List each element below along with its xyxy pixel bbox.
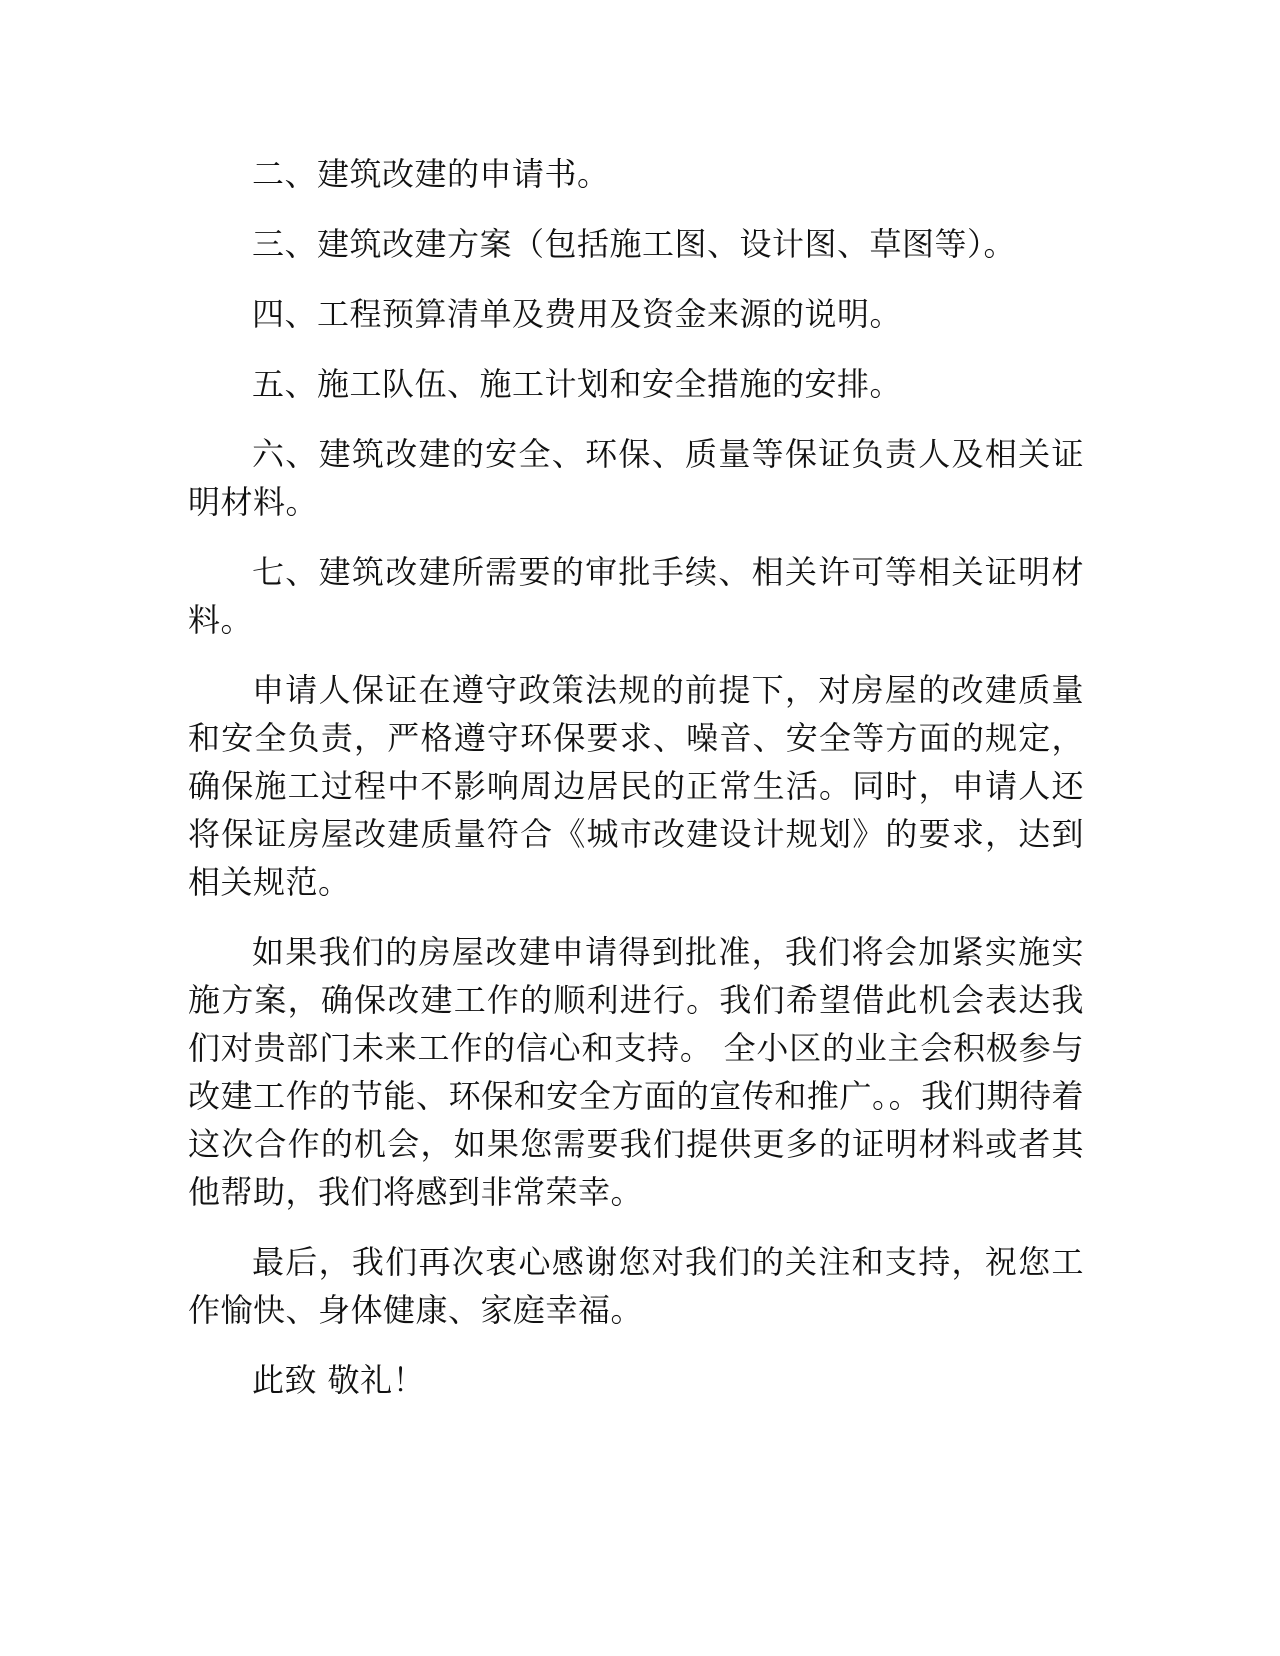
closing-paragraph: 最后，我们再次衷心感谢您对我们的关注和支持，祝您工作愉快、身体健康、家庭幸福。 [188, 1243, 1084, 1329]
paragraph-item-7: 七、建筑改建所需要的审批手续、相关许可等相关证明材料。 [188, 553, 1084, 639]
guarantee-paragraph: 申请人保证在遵守政策法规的前提下，对房屋的改建质量和安全负责，严格遵守环保要求、噪音、安全等方面的规定，确保施工过程中不影响周边居民的正常生活。同时，申请人还将保证房屋改建质量符合《城市改建设计规划》的要求，达到相关规范。 [188, 671, 1084, 901]
paragraph-item-5: 五、施工队伍、施工计划和安全措施的安排。 [252, 365, 903, 403]
paragraph-item-6: 六、建筑改建的安全、环保、质量等保证负责人及相关证明材料。 [188, 435, 1084, 521]
paragraph-item-2: 二、建筑改建的申请书。 [252, 155, 610, 193]
salutation: 此致 敬礼！ [252, 1361, 426, 1399]
paragraph-item-4: 四、工程预算清单及费用及资金来源的说明。 [252, 295, 903, 333]
approval-paragraph: 如果我们的房屋改建申请得到批准，我们将会加紧实施实施方案，确保改建工作的顺利进行。我们希望借此机会表达我们对贵部门未来工作的信心和支持。 全小区的业主会积极参与改建工作的节能、环保和安全方面的宣传和推广。。我们期待着这次合作的机会，如果您需要我们提供更多的证明材料或者其他帮助，我们将感到非常荣幸。 [188, 933, 1084, 1211]
paragraph-item-3: 三、建筑改建方案（包括施工图、设计图、草图等）。 [252, 225, 1017, 263]
document-body [188, 150, 1084, 1426]
